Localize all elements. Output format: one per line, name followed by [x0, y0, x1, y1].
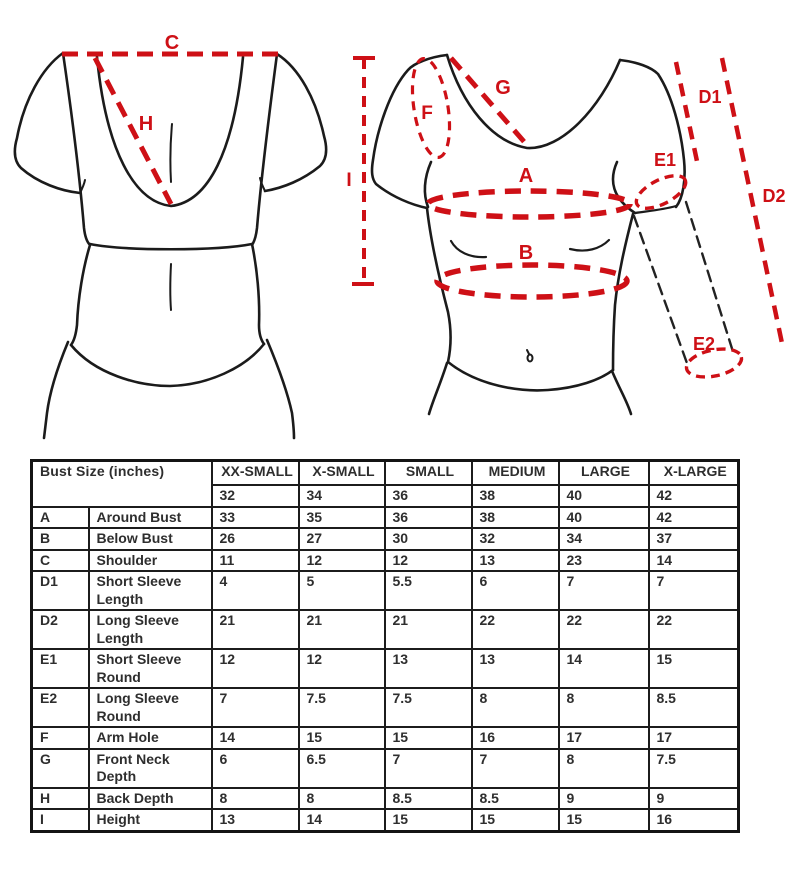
- table-row-e2: [32, 688, 739, 727]
- size-value-cell: 22: [472, 610, 559, 649]
- back-view-figure: [15, 53, 326, 438]
- size-value-cell: 8.5: [472, 788, 559, 810]
- front-sleeve-left: [372, 55, 447, 208]
- size-value-cell: 5.5: [385, 571, 472, 610]
- row-label: Back Depth: [89, 788, 212, 810]
- size-value-cell: 30: [385, 528, 472, 550]
- size-value-cell: 5: [299, 571, 385, 610]
- row-code: E1: [32, 649, 89, 688]
- size-value-cell: 4: [212, 571, 299, 610]
- size-value-cell: 12: [212, 649, 299, 688]
- label-a: A: [518, 165, 534, 187]
- bust-value-cell: 36: [385, 485, 472, 507]
- row-code: C: [32, 550, 89, 572]
- size-value-cell: 7: [649, 571, 739, 610]
- size-value-cell: 15: [559, 809, 649, 831]
- table-row-a: [32, 507, 739, 529]
- measurement-ellipse-b: [437, 265, 627, 297]
- long-sleeve-outline-right: [686, 202, 734, 355]
- back-sleeve-left: [15, 53, 80, 193]
- size-value-cell: 8.5: [649, 688, 739, 727]
- column-header-x-large: X-LARGE: [649, 461, 739, 485]
- row-code: D2: [32, 610, 89, 649]
- size-value-cell: 14: [299, 809, 385, 831]
- size-value-cell: 15: [385, 809, 472, 831]
- size-value-cell: 12: [299, 649, 385, 688]
- size-value-cell: 40: [559, 507, 649, 529]
- size-value-cell: 7: [472, 749, 559, 788]
- size-value-cell: 37: [649, 528, 739, 550]
- size-value-cell: 8: [559, 688, 649, 727]
- size-value-cell: 21: [299, 610, 385, 649]
- row-label: Shoulder: [89, 550, 212, 572]
- size-value-cell: 16: [472, 727, 559, 749]
- size-value-cell: 17: [649, 727, 739, 749]
- size-value-cell: 8: [472, 688, 559, 727]
- size-value-cell: 8: [299, 788, 385, 810]
- bust-value-cell: 40: [559, 485, 649, 507]
- back-spine-upper: [170, 124, 172, 182]
- table-row-d1: [32, 571, 739, 610]
- size-value-cell: 6.5: [299, 749, 385, 788]
- measurement-line-d1: [676, 62, 698, 166]
- size-value-cell: 13: [472, 550, 559, 572]
- size-value-cell: 7: [559, 571, 649, 610]
- size-value-cell: 12: [385, 550, 472, 572]
- table-row-f: [32, 727, 739, 749]
- row-code: D1: [32, 571, 89, 610]
- size-value-cell: 38: [472, 507, 559, 529]
- column-header-x-small: X-SMALL: [299, 461, 385, 485]
- front-neckline: [447, 55, 620, 148]
- back-hip-left: [44, 342, 68, 438]
- size-value-cell: 12: [299, 550, 385, 572]
- row-label: Around Bust: [89, 507, 212, 529]
- size-value-cell: 8: [212, 788, 299, 810]
- label-f: F: [421, 103, 433, 124]
- size-value-cell: 7.5: [649, 749, 739, 788]
- table-row-c: [32, 550, 739, 572]
- label-b: B: [518, 242, 534, 264]
- row-label: Front Neck Depth: [89, 749, 212, 788]
- column-header-small: SMALL: [385, 461, 472, 485]
- row-code: F: [32, 727, 89, 749]
- row-label: Below Bust: [89, 528, 212, 550]
- size-value-cell: 11: [212, 550, 299, 572]
- back-waistband: [90, 244, 252, 249]
- size-value-cell: 33: [212, 507, 299, 529]
- size-value-cell: 16: [649, 809, 739, 831]
- front-navel-mark: [527, 350, 529, 354]
- size-value-cell: 9: [559, 788, 649, 810]
- row-label: Short Sleeve Round: [89, 649, 212, 688]
- row-code: H: [32, 788, 89, 810]
- row-code: G: [32, 749, 89, 788]
- size-value-cell: 14: [559, 649, 649, 688]
- back-strap-left: [63, 53, 90, 245]
- row-label: Long Sleeve Length: [89, 610, 212, 649]
- column-header-xx-small: XX-SMALL: [212, 461, 299, 485]
- size-chart-table: [30, 459, 740, 833]
- label-c: C: [164, 32, 180, 54]
- size-value-cell: 6: [212, 749, 299, 788]
- label-i: I: [346, 170, 352, 191]
- table-row-d2: [32, 610, 739, 649]
- size-value-cell: 22: [559, 610, 649, 649]
- size-value-cell: 32: [472, 528, 559, 550]
- label-g: G: [495, 77, 511, 99]
- bust-value-cell: 42: [649, 485, 739, 507]
- row-label: Long Sleeve Round: [89, 688, 212, 727]
- size-value-cell: 17: [559, 727, 649, 749]
- size-value-cell: 7: [212, 688, 299, 727]
- size-value-cell: 15: [299, 727, 385, 749]
- size-value-cell: 26: [212, 528, 299, 550]
- row-label: Short Sleeve Length: [89, 571, 212, 610]
- row-code: B: [32, 528, 89, 550]
- size-value-cell: 13: [472, 649, 559, 688]
- front-navel: [528, 355, 533, 362]
- size-value-cell: 7.5: [299, 688, 385, 727]
- table-header-row: [32, 461, 739, 485]
- bust-value-cell: 34: [299, 485, 385, 507]
- label-h: H: [138, 113, 154, 135]
- size-value-cell: 42: [649, 507, 739, 529]
- measurement-line-g: [451, 58, 527, 145]
- row-code: I: [32, 809, 89, 831]
- label-d1: D1: [698, 87, 722, 107]
- measurement-ellipse-a: [428, 191, 630, 217]
- size-value-cell: 21: [212, 610, 299, 649]
- long-sleeve-outline-left: [634, 216, 688, 366]
- size-value-cell: 8.5: [385, 788, 472, 810]
- column-header-large: LARGE: [559, 461, 649, 485]
- size-value-cell: 27: [299, 528, 385, 550]
- row-label: Height: [89, 809, 212, 831]
- size-value-cell: 15: [649, 649, 739, 688]
- size-value-cell: 22: [649, 610, 739, 649]
- size-value-cell: 35: [299, 507, 385, 529]
- back-side-right: [252, 244, 264, 344]
- front-hip-right: [612, 371, 631, 414]
- front-body-right: [613, 214, 633, 370]
- back-side-left: [71, 245, 90, 345]
- size-value-cell: 14: [212, 727, 299, 749]
- size-value-cell: 8: [559, 749, 649, 788]
- table-row-h: [32, 788, 739, 810]
- size-value-cell: 21: [385, 610, 472, 649]
- row-code: A: [32, 507, 89, 529]
- back-strap-right: [252, 54, 277, 245]
- size-value-cell: 14: [649, 550, 739, 572]
- front-bust-crease-right: [570, 240, 609, 251]
- size-value-cell: 7: [385, 749, 472, 788]
- row-label: Arm Hole: [89, 727, 212, 749]
- row-code: E2: [32, 688, 89, 727]
- back-hem-curve: [71, 344, 264, 386]
- size-value-cell: 23: [559, 550, 649, 572]
- size-table-section: [30, 459, 740, 833]
- front-hem-curve: [448, 362, 613, 390]
- size-value-cell: 9: [649, 788, 739, 810]
- table-row-e1: [32, 649, 739, 688]
- size-value-cell: 34: [559, 528, 649, 550]
- bust-value-cell: 38: [472, 485, 559, 507]
- size-value-cell: 15: [385, 727, 472, 749]
- table-row-g: [32, 749, 739, 788]
- bust-value-cell: 32: [212, 485, 299, 507]
- front-hip-left: [429, 363, 447, 414]
- back-scoop-outline: [97, 57, 243, 206]
- size-value-cell: 36: [385, 507, 472, 529]
- back-spine-lower: [170, 264, 171, 310]
- front-sleeve-right-hem: [635, 206, 676, 213]
- front-bust-crease-left: [451, 241, 486, 257]
- back-hip-right: [267, 340, 294, 438]
- size-value-cell: 6: [472, 571, 559, 610]
- corner-bust-size-label: Bust Size (inches): [32, 461, 212, 507]
- label-e1: E1: [653, 150, 677, 170]
- label-e2: E2: [692, 334, 716, 354]
- size-value-cell: 15: [472, 809, 559, 831]
- label-d2: D2: [762, 186, 786, 206]
- table-row-b: [32, 528, 739, 550]
- size-value-cell: 13: [385, 649, 472, 688]
- column-header-medium: MEDIUM: [472, 461, 559, 485]
- size-value-cell: 13: [212, 809, 299, 831]
- size-value-cell: 7.5: [385, 688, 472, 727]
- table-row-i: [32, 809, 739, 831]
